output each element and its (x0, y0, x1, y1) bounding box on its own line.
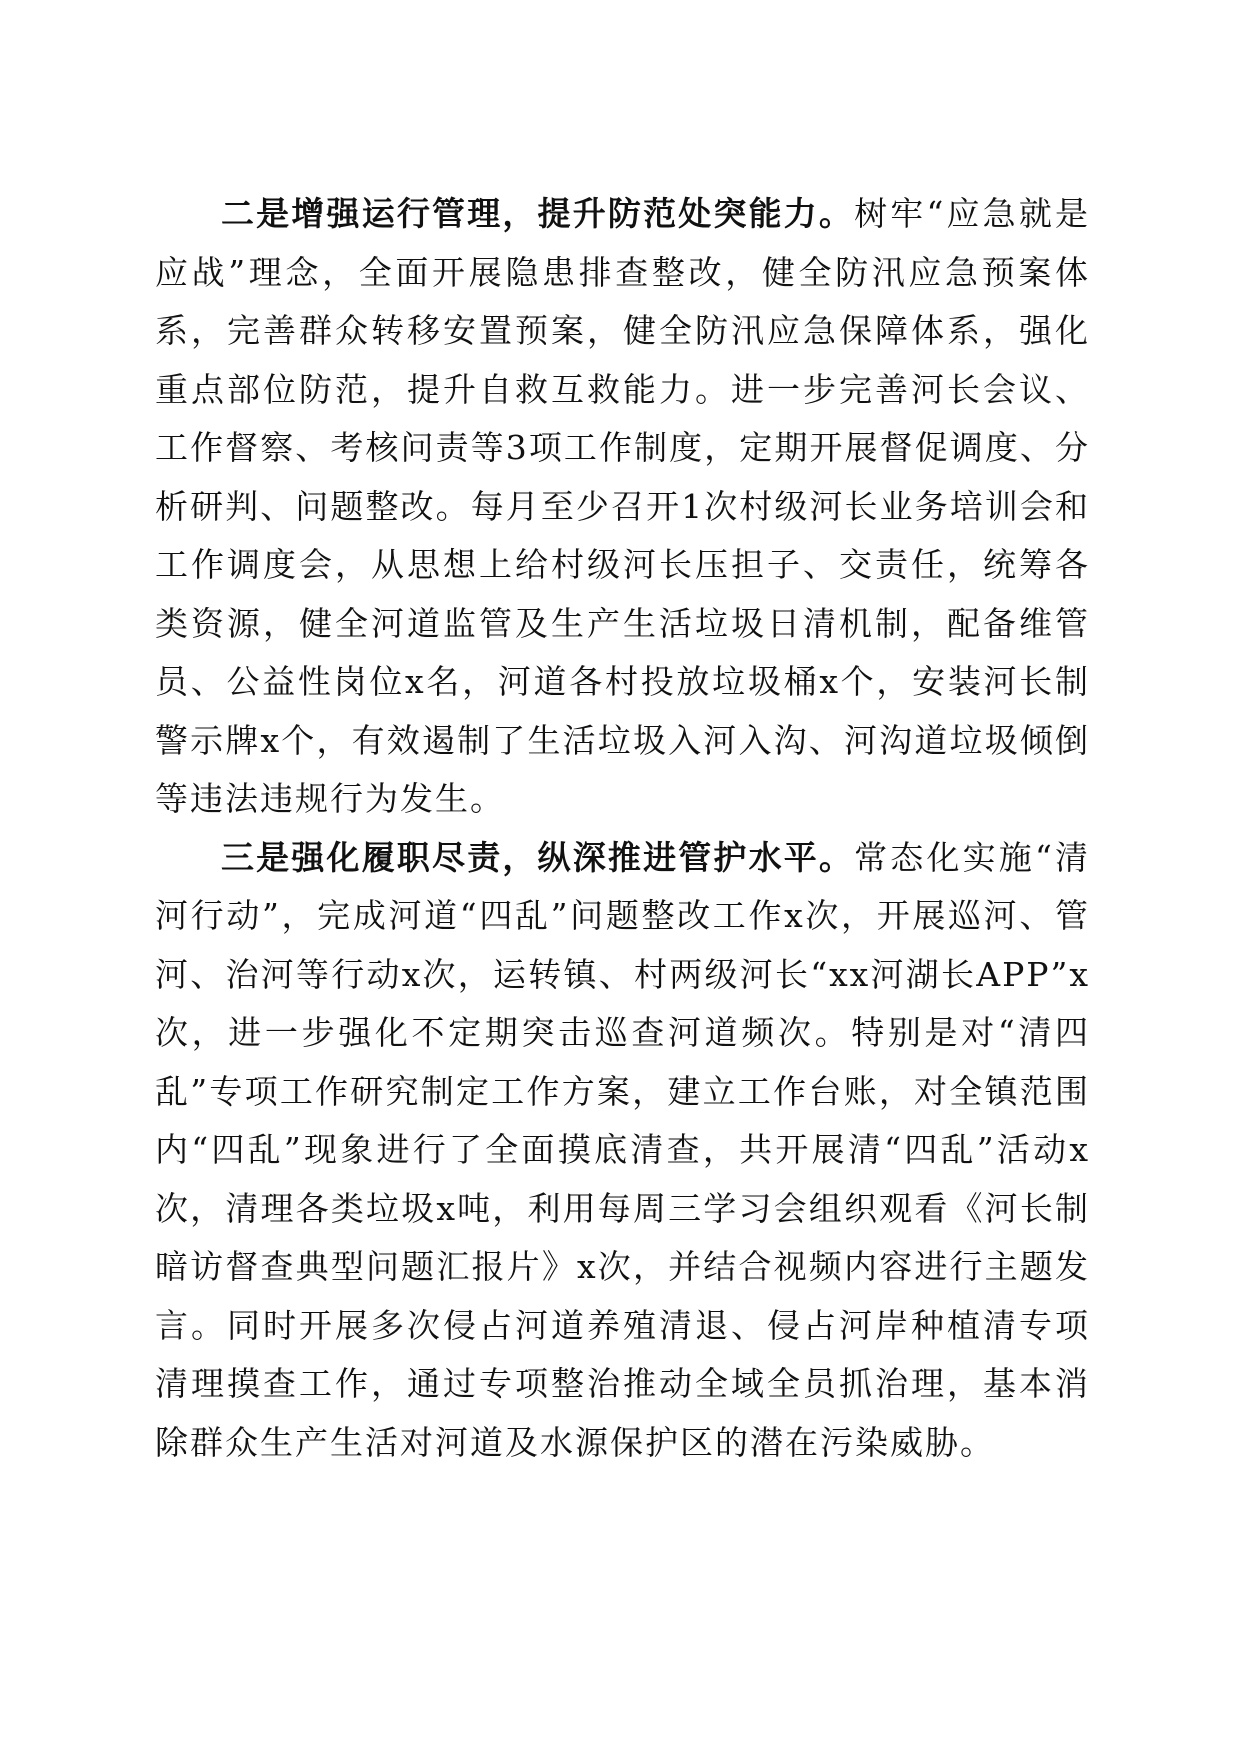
document-body (155, 185, 1090, 1472)
paragraph-lead-heading: 二是增强运行管理，提升防范处突能力。 (221, 194, 855, 233)
paragraph-body-text: 树牢“应急就是应战”理念，全面开展隐患排查整改，健全防汛应急预案体系，完善群众转移安置预案，健全防汛应急保障体系，强化重点部位防范，提升自救互救能力。进一步完善河长会议、工作督察、考核问责等3项工作制度，定期开展督促调度、分析研判、问题整改。每月至少召开1次村级河长业务培训会和工作调度会，从思想上给村级河长压担子、交责任，统筹各类资源，健全河道监管及生产生活垃圾日清机制，配备维管员、公益性岗位x名，河道各村投放垃圾桶x个，安装河长制警示牌x个，有效遏制了生活垃圾入河入沟、河沟道垃圾倾倒等违法违规行为发生。 (155, 194, 1090, 818)
paragraph-body-text: 常态化实施“清河行动”，完成河道“四乱”问题整改工作x次，开展巡河、管河、治河等行动x次，运转镇、村两级河长“xx河湖长APP”x次，进一步强化不定期突击巡查河道频次。特别是对“清四乱”专项工作研究制定工作方案，建立工作台账，对全镇范围内“四乱”现象进行了全面摸底清查，共开展清“四乱”活动x次，清理各类垃圾x吨，利用每周三学习会组织观看《河长制暗访督查典型问题汇报片》x次，并结合视频内容进行主题发言。同时开展多次侵占河道养殖清退、侵占河岸种植清专项清理摸查工作，通过专项整治推动全域全员抓治理，基本消除群众生产生活对河道及水源保护区的潜在污染威胁。 (155, 837, 1090, 1462)
paragraph-lead-heading: 三是强化履职尽责，纵深推进管护水平。 (221, 837, 855, 877)
paragraph-operation-management (155, 185, 1090, 829)
paragraph-duty-fulfillment (155, 829, 1090, 1473)
